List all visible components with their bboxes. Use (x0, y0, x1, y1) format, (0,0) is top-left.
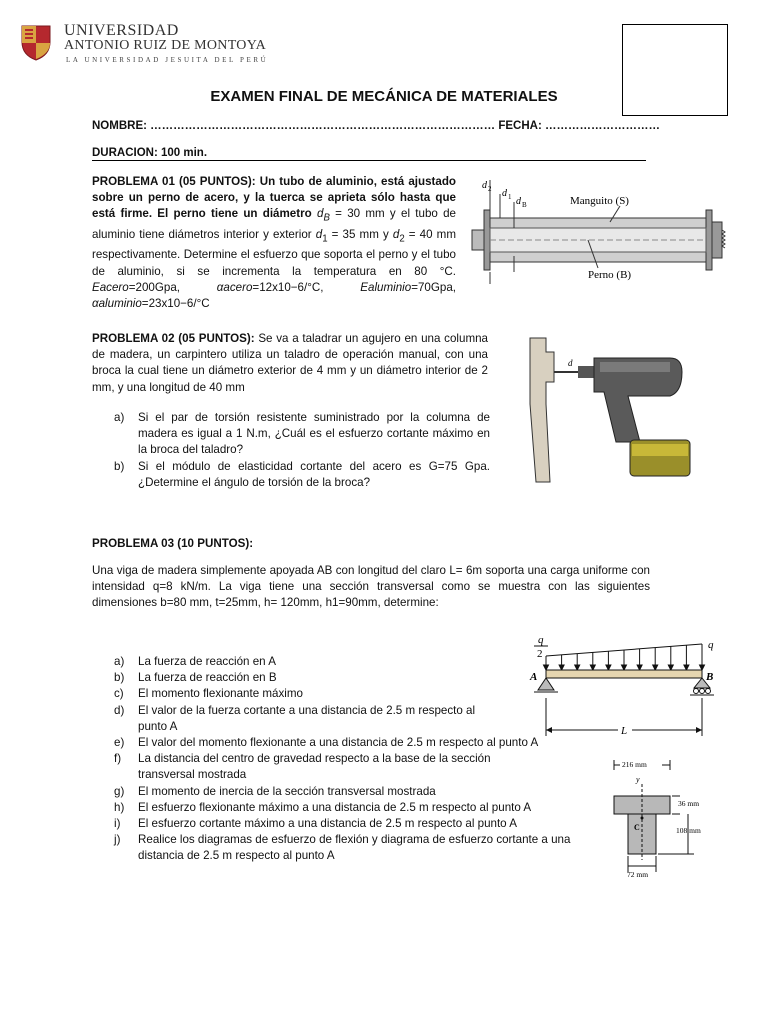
bolt-sleeve-figure (470, 172, 748, 290)
svg-text:2: 2 (488, 185, 492, 193)
problem1-text: PROBLEMA 01 (05 PUNTOS): Un tubo de aluminio, está ajustado sobre un perno de acero, y la tuerca se aprieta sólo hasta que está firme. El perno tiene un diámetro $d_B = 30$ mm y el tubo de aluminio tiene diámetros interior y exterior $d_1 = 35$ mm y $d_2 = 40$ mm respectivamente. Determine el esfuerzo que soporta el perno y el tubo de aluminio, si se incrementa la temperatura en 80 °C. Eacero=200Gpa, αacero=12x10−6/°C, Ealuminio=70Gpa, αaluminio=23x10−6/°C (92, 175, 457, 311)
label-q-half-num: q (538, 634, 544, 646)
list-item: c) El momento flexionante máximo (114, 687, 303, 701)
svg-text:1: 1 (508, 193, 512, 201)
label-y: y (636, 775, 640, 784)
list-item: d) El valor de la fuerza cortante a una distancia de 2.5 m respecto al punto A (114, 703, 476, 733)
load-arrow-head (684, 665, 689, 670)
problem2-list (92, 410, 490, 491)
list-item: b) La fuerza de reacción en B (114, 671, 277, 685)
label-B: B (706, 671, 714, 683)
problem3-text: Una viga de madera simplemente apoyada AB con longitud del claro L= 6m soporta una carga uniforme con intensidad q=8 kN/m. La viga tiene una sección transversal como se muestra con las siguientes dimensiones b=80 mm, t=25mm, h= 120mm, h1=90mm, determine: (92, 564, 650, 610)
load-arrow-head (575, 665, 580, 670)
list-item: a) Si el par de torsión resistente suministrado por la columna de madera es igual a 1 N.m, ¿Cuál es el esfuerzo cortante máximo en la broca del taladro? (114, 411, 490, 457)
list-item: j) Realice los diagramas de esfuerzo de flexión y diagrama de esfuerzo cortante a una distancia de 2.5 m respecto al punto A (114, 833, 571, 863)
label-width-top: 216 mm (622, 760, 647, 769)
label-q-half-den: 2 (537, 648, 543, 660)
problem1-heading: PROBLEMA 01 (05 PUNTOS): (92, 175, 256, 188)
load-arrow-head (668, 665, 673, 670)
list-item: h) El esfuerzo flexionante máximo a una distancia de 2.5 m respecto al punto A (114, 800, 532, 814)
university-name-line1: UNIVERSIDAD (64, 22, 179, 39)
label-d: d (568, 358, 573, 368)
label-web-width: 72 mm (627, 870, 649, 879)
label-L: L (621, 725, 628, 737)
svg-text:B: B (522, 201, 527, 209)
university-name-line2: ANTONIO RUIZ DE MONTOYA (64, 38, 266, 53)
t-section-figure (600, 756, 710, 880)
label-C: C (634, 823, 640, 832)
problem3-heading: PROBLEMA 03 (10 PUNTOS): (92, 537, 254, 550)
list-item: f) La distancia del centro de gravedad respecto a la base de la sección transversal mostrada (114, 752, 491, 782)
exam-title: EXAMEN FINAL DE MECÁNICA DE MATERIALES (210, 88, 558, 105)
load-arrow-head (590, 665, 595, 670)
list-item: e) El valor del momento flexionante a una distancia de 2.5 m respecto al punto A (114, 736, 539, 750)
label-web-height: 108 mm (676, 826, 701, 835)
list-item: b) Si el módulo de elasticidad cortante del acero es G=75 Gpa. ¿Determine el ángulo de torsión de la broca? (114, 459, 490, 489)
load-arrow-head (700, 665, 705, 670)
label-d1: d (502, 188, 507, 199)
duracion-line: DURACION: 100 min. (92, 147, 646, 161)
label-q: q (708, 639, 714, 651)
label-manguito: Manguito (S) (570, 195, 629, 207)
label-A: A (530, 671, 538, 683)
label-d2: d (482, 180, 487, 191)
list-item: a) La fuerza de reacción en A (114, 655, 276, 668)
university-logo (16, 22, 56, 62)
load-arrow-head (637, 665, 642, 670)
nombre-fecha-line: NOMBRE: ……………………………………………………………………………… FECHA: ………………………… (92, 120, 660, 132)
drill-figure (520, 332, 700, 488)
load-arrow-head (606, 665, 611, 670)
load-arrow-head (559, 665, 564, 670)
label-flange-thickness: 36 mm (678, 799, 700, 808)
beam-figure (526, 632, 724, 740)
label-dB: d (516, 196, 521, 207)
load-arrow-head (544, 665, 549, 670)
label-perno: Perno (B) (588, 269, 632, 281)
load-arrow-head (622, 665, 627, 670)
list-item: i) El esfuerzo cortante máximo a una distancia de 2.5 m respecto al punto A (114, 817, 517, 831)
load-arrow-head (653, 665, 658, 670)
problem2-text: PROBLEMA 02 (05 PUNTOS): Se va a taladrar un agujero en una columna de madera, un carpintero utiliza un taladro de operación manual, con una broca la cual tiene un diámetro exterior de 4 mm y un diámetro interior de 2 mm, y una longitud de 40 mm (92, 332, 488, 394)
university-tagline: LA UNIVERSIDAD JESUITA DEL PERÚ (66, 56, 269, 64)
list-item: g) El momento de inercia de la sección transversal mostrada (114, 784, 436, 798)
problem2-heading: PROBLEMA 02 (05 PUNTOS): (92, 332, 255, 345)
